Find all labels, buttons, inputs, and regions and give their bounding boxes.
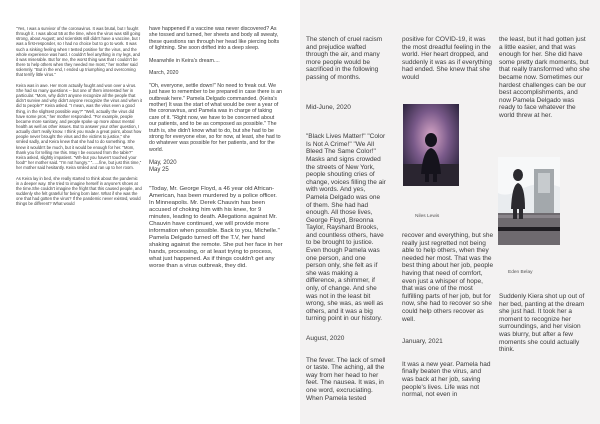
outdoor-figure-illustration	[498, 157, 560, 245]
date-heading-january-2021: January, 2021	[402, 338, 443, 346]
night-figure-illustration	[403, 104, 459, 186]
story-text-col3-top: The stench of cruel racism and prejudice wafted through the air, and many more people would be sacrificed in the following passing of months.	[306, 36, 383, 81]
date-heading-mid-june-2020: Mid-June, 2020	[306, 103, 351, 111]
photo-caption-niles-lewis: Niles Lewis	[415, 214, 440, 219]
right-column-3-bottom	[499, 293, 591, 354]
photo-caption-eden-belay: Eden Belay	[508, 270, 533, 275]
left-column-1	[16, 26, 142, 206]
left-column-2	[149, 26, 283, 270]
story-text-col3-mid: "Black Lives Matter!" "Color Is Not A Crime!" "We All Bleed The Same Color!" Masks and signs crowded the streets of New York, people shouting cries of change, voices filling the air with words. And yes, Pamela Delgado was one of them. She had had enough. All those lives, George Floyd, Breonna Taylor, Rayshard Brooks, and countless others, have to be brought to justice. Even though Pamela was one person, and one person only, she felt as if she was making a difference, a shimmer, if only, of change. And she was not in the least bit wrong, she was, as well as others, and it was a big turning point in our history.	[306, 133, 386, 323]
story-text-col1: "Yes, I was a survivor of the coronavirus. It was brutal, but I fought through it. I was about 55 at the time, when the virus was still going strong, about August; and scientists still didn't have a vaccine, but I was a first-responder, so I had no choice but to go to work. It was such a sinking feeling when I tested positive for the virus, and the whole experience was hard. I couldn't feel anything in my legs, and it was miserable. But for me, the worst thing was that I couldn't be there to help others when they needed me most," her mother said solemnly. "But in the end, I ended up triumphing and overcoming that terrify little virus." Keira was in awe. Her mom actually fought and won over a virus. She had so many questions -- but one of them interested her in particular. "Mom, why didn't anyone recognize all the people that didn't survive and why didn't anyone recognize the virus and when it did to people?" Keira asked. "I mean, was the virus even a good thing, in the slightest possible way?" "Well, actually the virus did have some pros," her mother responded. "For example, people became more sanitary, and people spoke up more about mental health as well as other issues. But to answer your other question, I actually don't really know. I think you made a great point, about how people never brought the virus and the victims to justice," she smiled sadly, and Keira knew that she had to do something. She knew it wouldn't be much, but it would be enough for her. "Mom, thank you for telling me this. May I be excused from the table?" Keira asked, slightly impatient. "Wh-but you haven't touched your food!" her mother said. "I'm not hungry." "......fine, but just this time," her mother said hesitantly. Keira smiled and ran up to her room. As Keira lay in bed, she really started to think about the pandemic in a deeper way. She tried to imagine herself in anyone's shoes at the time.She couldn't imagine the fright that this caused people, and suddenly she felt grateful for being born later. What if she was the one that had gotten the virus? If the pandemic never existed, would things be different? What would	[16, 26, 142, 207]
story-text-col2-bottom: "Today, Mr. George Floyd, a 46 year old African-American, has been murdered by a police officer. In Minneapolis. Mr. Derek Chauvin has been accused of choking him with his knee, for 9 minutes, leading to death. Allegations against Mr. Chauvin have continued, we will provide more information when possible. Back to you, Michelle." Pamela Delgado turned off the T.V, her hand shaking against the remote. She put her face in her hands, processing, or at least trying to process, what just happened. As if things couldn't get any worse than a virus outbreak, they did.	[149, 185, 283, 270]
date-heading-may-2020: May, 2020 May 25	[149, 159, 177, 174]
right-column-2	[402, 36, 494, 82]
story-text-col4-end: It was a new year. Pamela had finally beaten the virus, and was back at her job, saving people's lives. Life was not normal, not even in	[402, 360, 491, 399]
right-column-1	[306, 36, 386, 402]
story-text-col3-bottom: The fever. The lack of smell or taste. The aching, all the way from her head to her feet. The nausea. It was, in one word, excruciating. When Pamela tested	[306, 356, 386, 402]
right-column-3	[499, 36, 591, 120]
story-text-col4-top: positive for COVID-19, it was the most dreadful feeling in the world. Her heart dropped, and suddenly it was as if everything had ended. She knew that she would	[402, 36, 492, 81]
story-text-col5-top: the least, but it had gotten just a little easier, and that was enough for her. She did have some pretty dark moments, but that really transformed who she became now. Sometimes our hardest challenges can be our best accomplishments, and now Pamela Delgado was ready to face whatever the world threw at her.	[499, 36, 590, 119]
story-text-col5-bottom: Suddenly Kiera shot up out of her bed, panting at the dream she just had. It took her a moment to recognize her surroundings, and her vision was blurry, but after a few moments she could actually think.	[499, 293, 585, 354]
illustration-niles-lewis	[403, 104, 459, 186]
illustration-eden-belay	[498, 157, 560, 245]
right-column-2-bottom	[402, 232, 494, 399]
story-text-col4-bottom: recover and everything, but she really just regretted not being able to help others, when they needed her most. That was the best thing about her job, people having that need of comfort, even just a whisper of hope, that was one of the most fulfilling parts of her job, but for now, she had to recover so she could help others recover as well.	[402, 232, 494, 323]
story-text-col2-top: have happened if a vaccine was never discovered? As she tossed and turned, her sheets and body all sweaty, these questions ran through her head like piercing bolts of lightning. She soon drifted into a deep sleep. Meanwhile in Keira's dream.... March, 2020 "Oh, everyone, settle down!" No need to freak out. We just have to remember to be prepared in case there is an outbreak here." Pamela Delgado commanded. (Keira's mother) It was the start of what would be over a year of the coronavirus, and Pamela was in charge of taking care of it. "Right now, we have to be concerned about our patients, and to be as composed as possible." The truth is, she didn't know what to do, but she had to be strong for everyone else, so for now, at least, she had to do whatever was possible for her patients, and for the world.	[149, 26, 283, 153]
date-heading-august-2020: August, 2020	[306, 335, 345, 342]
